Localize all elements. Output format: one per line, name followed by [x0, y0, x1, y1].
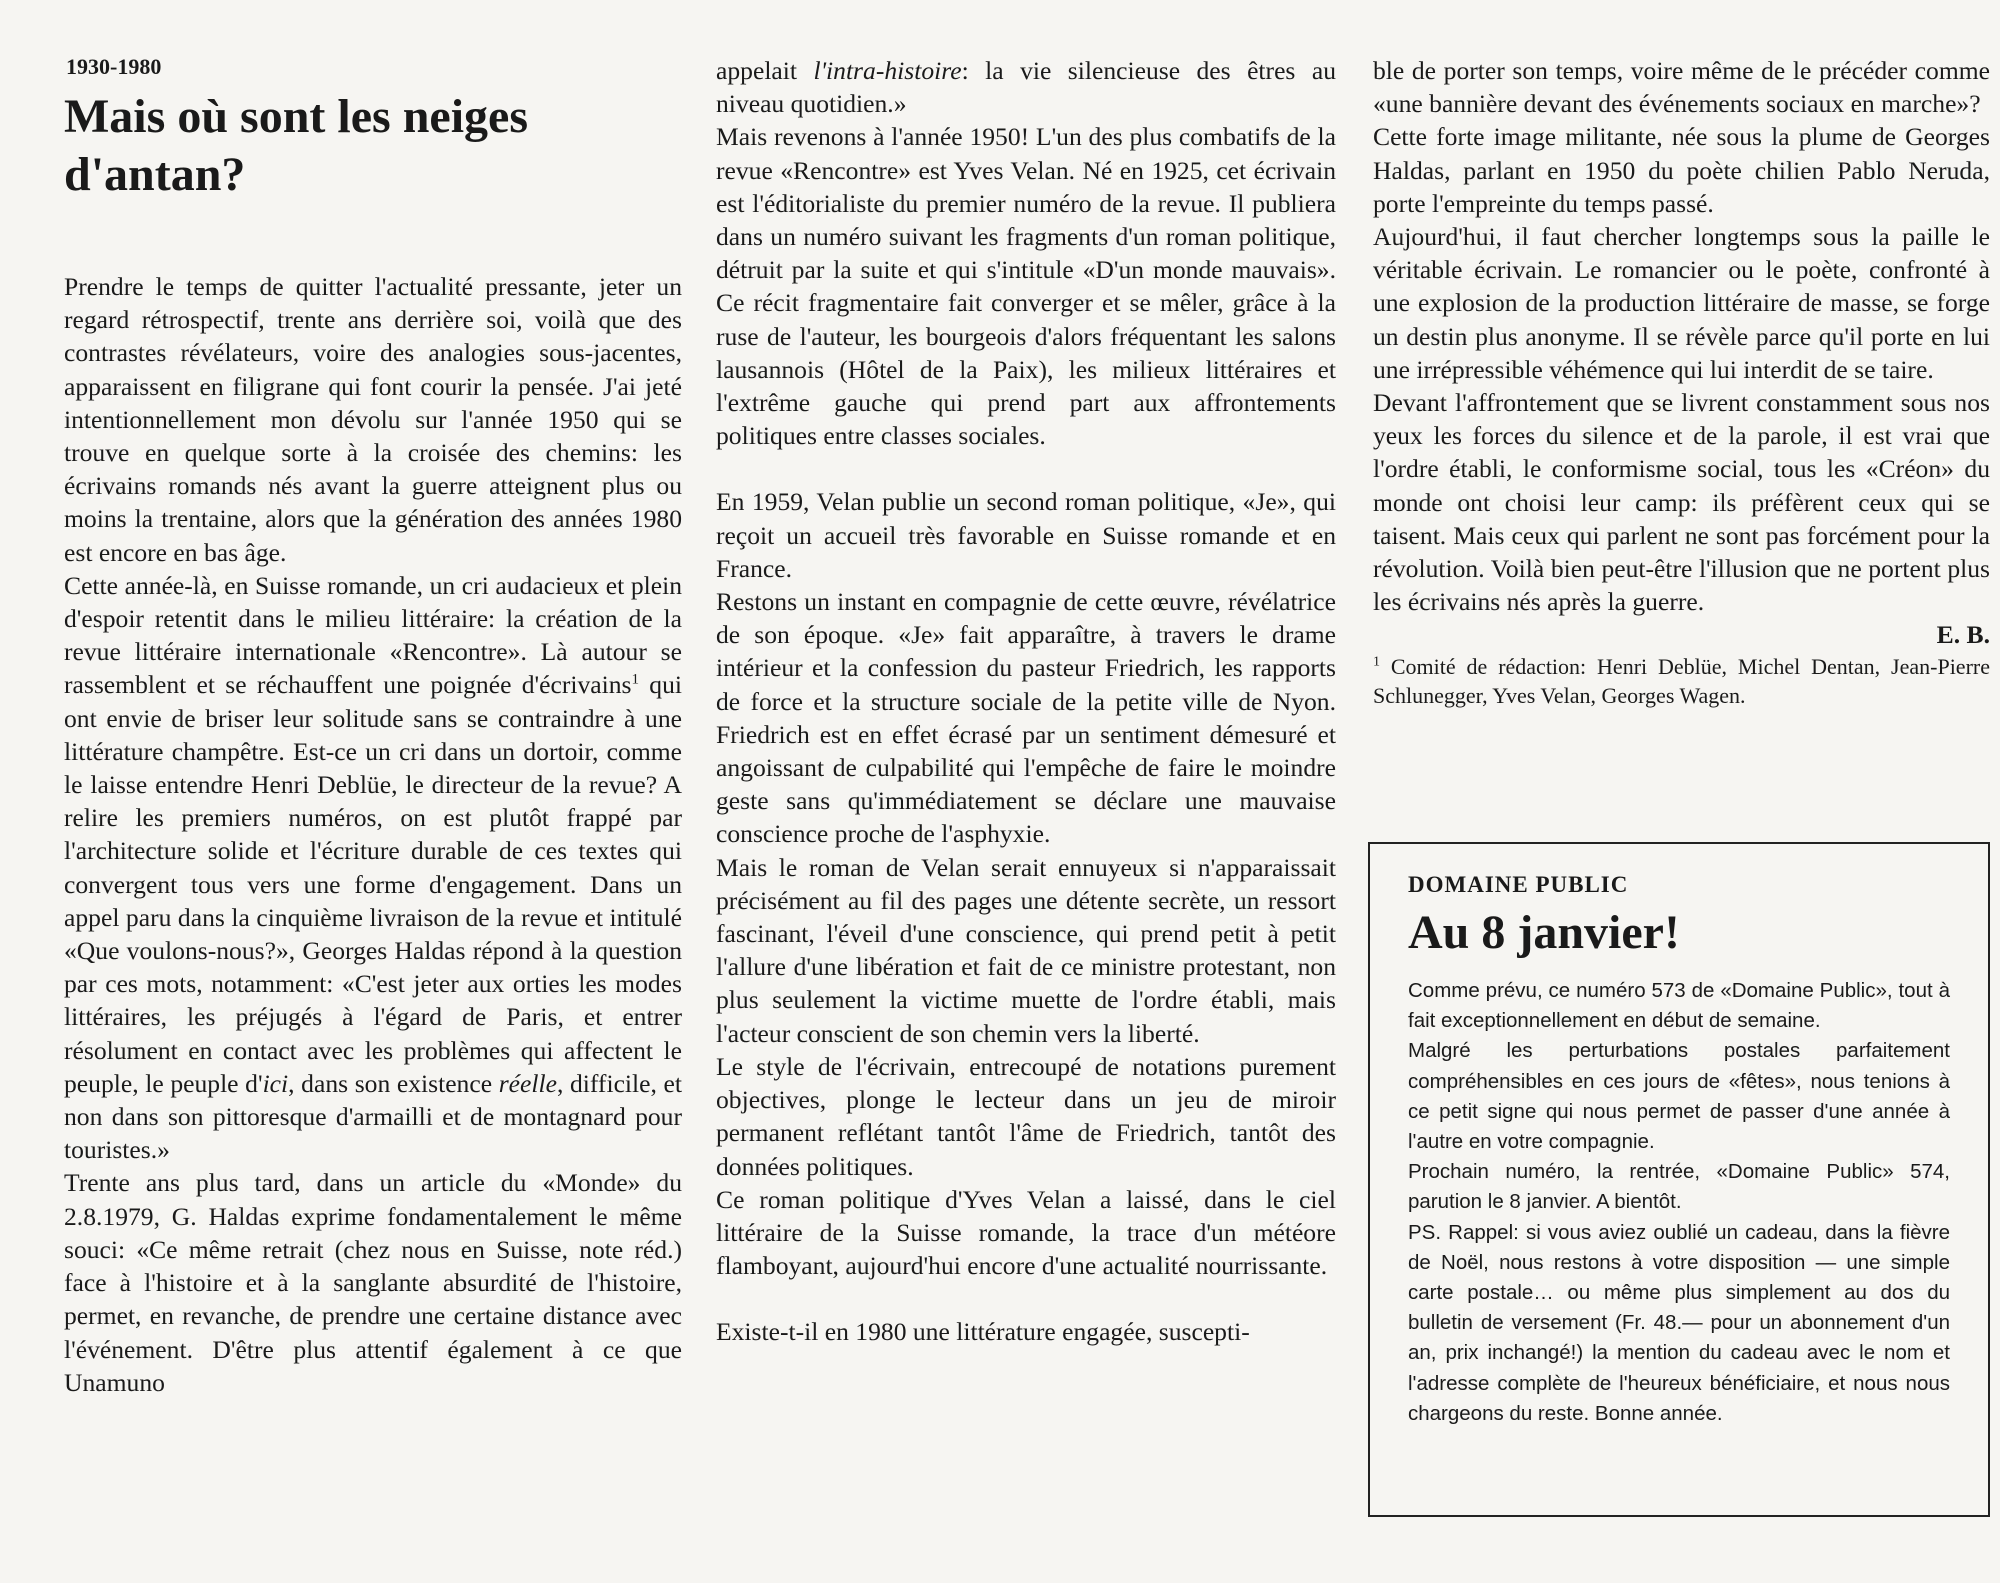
headline-line-1: Mais où sont les neiges — [64, 90, 529, 143]
notice-title: Au 8 janvier! — [1408, 906, 1680, 959]
notice-kicker: DOMAINE PUBLIC — [1408, 872, 1629, 897]
author-signature: E. B. — [1936, 620, 1990, 650]
paragraph: Trente ans plus tard, dans un article du «Monde» du 2.8.1979, G. Haldas exprime fondamentalement le même souci: «Ce même retrait (chez nous en Suisse, note réd.) face à l'histoire et à la sanglante absurdité de l'histoire, permet, en revanche, de prendre une certaine distance avec l'événement. D'être plus attentif également à ce que Unamuno — [64, 1168, 682, 1397]
article-column-2 — [716, 54, 1336, 1349]
paragraph: Cette forte image militante, née sous la plume de Georges Haldas, parlant en 1950 du poète chilien Pablo Neruda, porte l'empreinte du temps passé. — [1373, 122, 1990, 218]
notice-paragraph: PS. Rappel: si vous aviez oublié un cadeau, dans la fièvre de Noël, nous restons à votre disposition — une simple carte postale… ou même plus simplement au dos du bulletin de versement (Fr. 48.— pour un abonnement d'un an, prix inchangé!) la mention du cadeau avec le nom et l'adresse complète de l'heureux bénéficiaire, et nous nous chargeons du reste. Bonne année. — [1408, 1220, 1950, 1425]
article-column-1 — [64, 54, 682, 1399]
notice-box — [1368, 842, 1990, 1517]
paragraph: Mais revenons à l'année 1950! L'un des plus combatifs de la revue «Rencontre» est Yves Velan. Né en 1925, cet écrivain est l'éditorialiste du premier numéro de la revue. Il publiera dans un numéro suivant les fragments d'un roman politique, détruit par la suite et qui s'intitule «D'un monde mauvais». Ce récit fragmentaire fait converger et se mêler, grâce à la ruse de l'auteur, les bourgeois d'alors fréquentant les salons lausannois (Hôtel de la Paix), les milieux littéraires et l'extrême gauche qui prend part aux affrontements politiques entre classes sociales. — [716, 122, 1336, 451]
paragraph: Cette année-là, en Suisse romande, un cri audacieux et plein d'espoir retentit dans le milieu littéraire: la création de la revue littéraire internationale «Rencontre». Là autour se rassemblent et se réchauffent une poignée d'écrivains$^1$ qui ont envie de briser leur solitude sans se contraindre à une littérature champêtre. Est-ce un cri dans un dortoir, comme le laisse entendre Henri Deblüe, le directeur de la revue? A relire les premiers numéros, on est plutôt frappé par l'architecture solide et l'écriture durable de ces textes qui convergent tous vers une forme d'engagement. Dans un appel paru dans la cinquième livraison de la revue et intitulé «Que voulons-nous?», Georges Haldas répond à la question par ces mots, notamment: «C'est jeter aux orties les modes littéraires, les préjugés à l'égard de Paris, et entrer résolument en contact avec les problèmes qui affectent le peuple, le peuple d'ici, dans son existence réelle, difficile, et non dans son pittoresque d'armailli et de montagnard pour touristes.» — [64, 570, 682, 1165]
article-headline — [64, 88, 682, 204]
paragraph: Devant l'affrontement que se livrent constamment sous nos yeux les forces du silence et de la parole, il est vrai que l'ordre établi, le conformisme social, tous les «Créon» du monde ont choisi leur camp: ils préfèrent ceux qui se taisent. Mais ceux qui parlent ne sont pas forcément pour la révolution. Voilà bien peut-être l'illusion que ne portent plus les écrivains nés après la guerre. — [1373, 388, 1990, 617]
paragraph: Le style de l'écrivain, entrecoupé de notations purement objectives, plonge le lecteur dans un jeu de miroir permanent reflétant tantôt l'âme de Friedrich, tantôt des données politiques. — [716, 1051, 1336, 1181]
notice-paragraph: Comme prévu, ce numéro 573 de «Domaine Public», tout à fait exceptionnellement en début de semaine. — [1408, 979, 1950, 1033]
notice-paragraph: Prochain numéro, la rentrée, «Domaine Public» 574, parution le 8 janvier. A bientôt. — [1408, 1160, 1950, 1214]
headline-line-2: d'antan? — [64, 148, 246, 201]
article-kicker: 1930-1980 — [66, 54, 162, 79]
footnote: $^1$ Comité de rédaction: Henri Deblüe, Michel Dentan, Jean-Pierre Schlunegger, Yves Velan, Georges Wagen. — [1373, 653, 1990, 708]
paragraph: Restons un instant en compagnie de cette œuvre, révélatrice de son époque. «Je» fait apparaître, à travers le drame intérieur et la confession du pasteur Friedrich, les rapports de force et la structure sociale de la petite ville de Nyon. Friedrich est en effet écrasé par un sentiment démesuré et angoissant de culpabilité qui l'empêche de faire le moindre geste sans qu'immédiatement se déclare une mauvaise conscience proche de l'asphyxie. — [716, 587, 1336, 849]
paragraph: Mais le roman de Velan serait ennuyeux si n'apparaissait précisément au fil des pages une détente secrète, un ressort fascinant, l'éveil d'une conscience, qui prend petit à petit l'allure d'une libération et fait de ce ministre protestant, non plus seulement la victime muette de l'ordre établi, mais l'acteur conscient de son chemin vers la liberté. — [716, 852, 1336, 1048]
paragraph: appelait l'intra-histoire: la vie silencieuse des êtres au niveau quotidien.» — [716, 56, 1336, 119]
paragraph: Prendre le temps de quitter l'actualité pressante, jeter un regard rétrospectif, trente ans derrière soi, voilà que des contrastes révélateurs, voire des analogies sous-jacentes, apparaissent en filigrane qui font courir la pensée. J'ai jeté intentionnellement mon dévolu sur l'année 1950 qui se trouve en quelque sorte à la croisée des chemins: les écrivains romands nés avant la guerre atteignent plus ou moins la trentaine, alors que la génération des années 1980 est encore en bas âge. — [64, 272, 682, 567]
article-column-3 — [1373, 54, 1990, 710]
paragraph: Aujourd'hui, il faut chercher longtemps sous la paille le véritable écrivain. Le romancier ou le poète, confronté à une explosion de la production littéraire de masse, se forge un destin plus anonyme. Il se révèle parce qu'il porte en lui une irrépressible véhémence qui lui interdit de se taire. — [1373, 222, 1990, 384]
paragraph: ble de porter son temps, voire même de le précéder comme «une bannière devant des événements sociaux en marche»? — [1373, 56, 1990, 119]
paragraph: Existe-t-il en 1980 une littérature engagée, suscepti- — [716, 1317, 1250, 1347]
paragraph: En 1959, Velan publie un second roman politique, «Je», qui reçoit un accueil très favorable en Suisse romande et en France. — [716, 487, 1336, 583]
paragraph: Ce roman politique d'Yves Velan a laissé, dans le ciel littéraire de la Suisse romande, la trace d'un météore flamboyant, aujourd'hui encore d'une actualité nourrissante. — [716, 1184, 1336, 1281]
notice-paragraph: Malgré les perturbations postales parfaitement compréhensibles en ces jours de «fêtes», nous tenions à ce petit signe qui nous permet de passer d'une année à l'autre en votre compagnie. — [1408, 1039, 1950, 1154]
footnote-ref: 1 — [631, 671, 640, 688]
